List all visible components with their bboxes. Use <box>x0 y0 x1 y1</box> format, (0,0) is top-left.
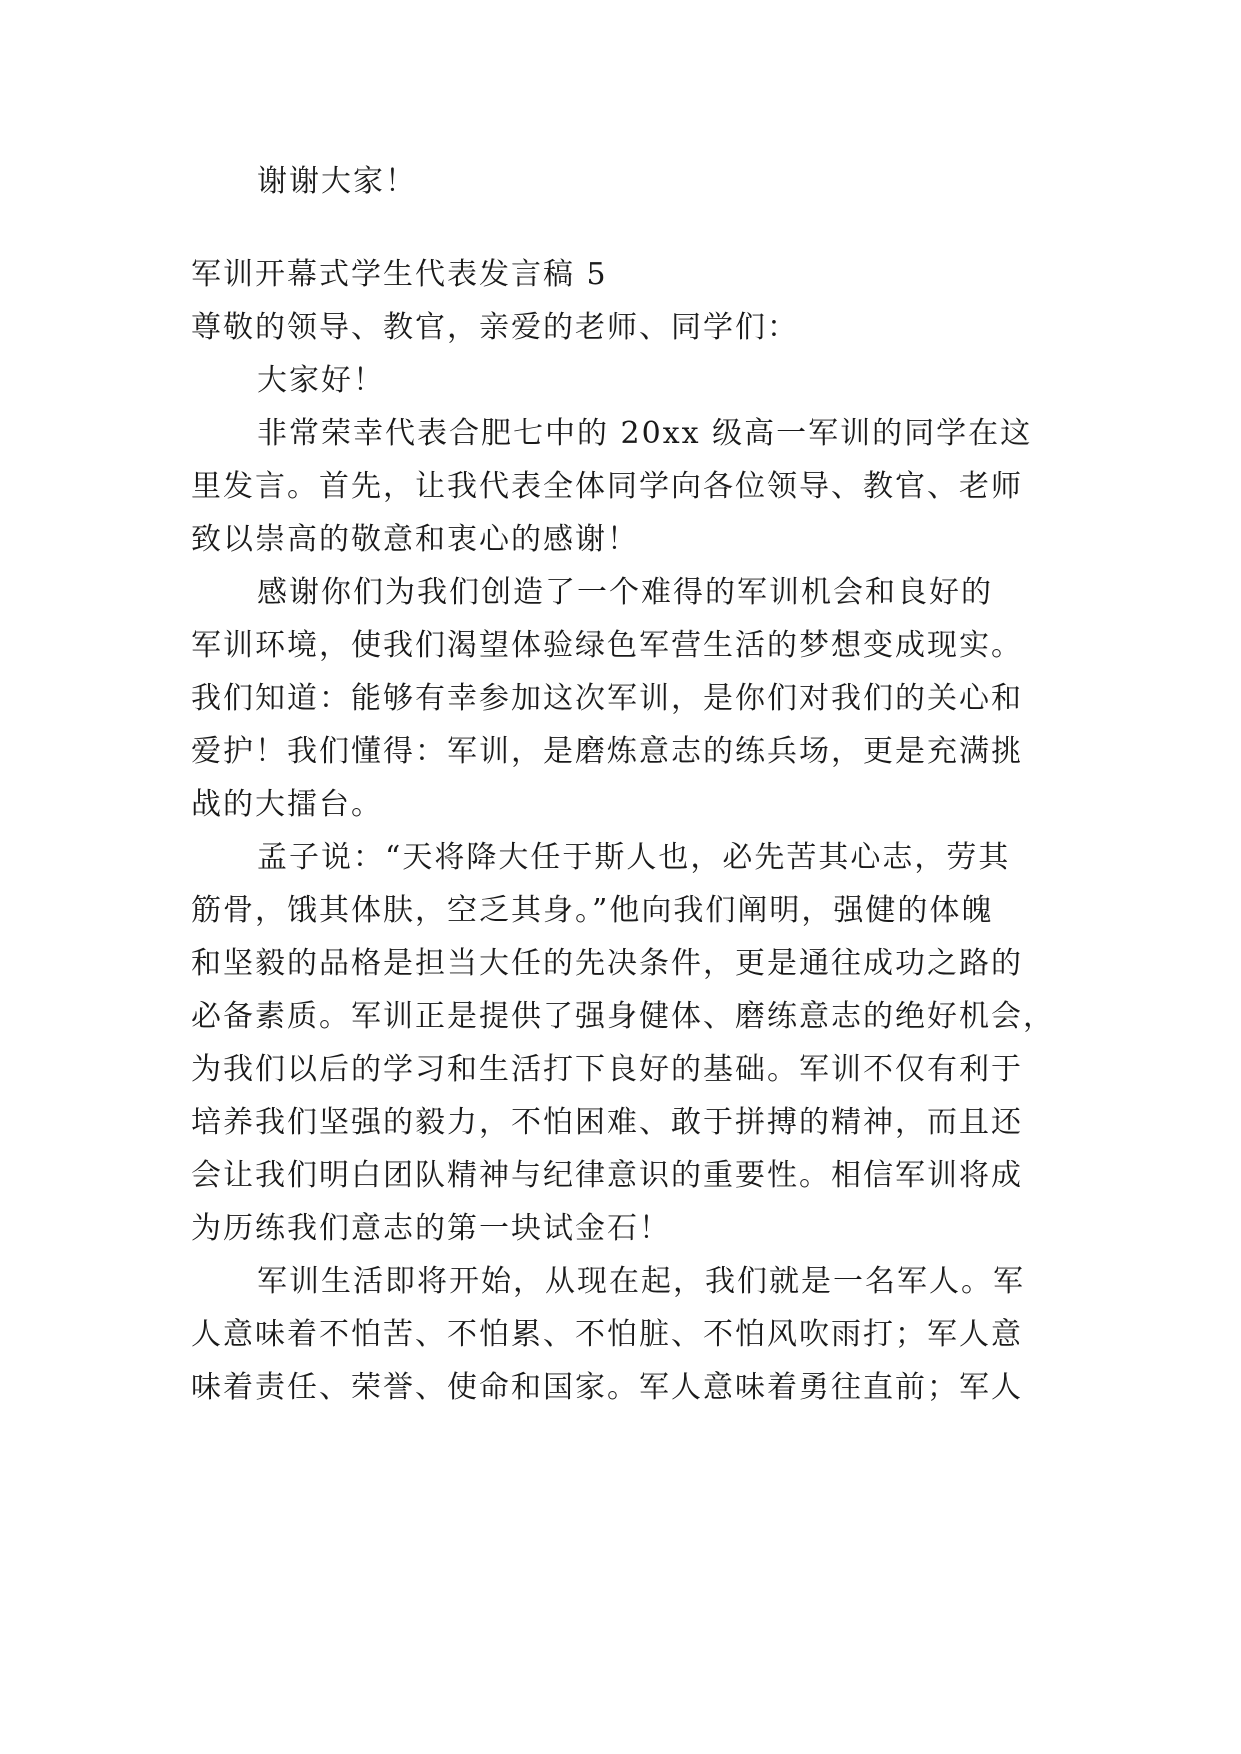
paragraph-3-line-3: 和坚毅的品格是担当大任的先决条件，更是通往成功之路的 <box>191 946 1023 981</box>
paragraph-2-line-2: 军训环境，使我们渴望体验绿色军营生活的梦想变成现实。 <box>191 628 1023 663</box>
salutation-line: 尊敬的领导、教官，亲爱的老师、同学们： <box>191 310 799 345</box>
paragraph-1-line-2: 里发言。首先，让我代表全体同学向各位领导、教官、老师 <box>191 469 1023 504</box>
paragraph-2-line-4: 爱护！我们懂得：军训，是磨炼意志的练兵场，更是充满挑 <box>191 734 1023 769</box>
paragraph-2-line-5: 战的大擂台。 <box>191 787 383 822</box>
paragraph-4-line-2: 人意味着不怕苦、不怕累、不怕脏、不怕风吹雨打；军人意 <box>191 1317 1023 1352</box>
paragraph-2-line-1: 感谢你们为我们创造了一个难得的军训机会和良好的 <box>257 575 993 610</box>
closing-line: 谢谢大家！ <box>257 164 417 199</box>
paragraph-3-line-2: 筋骨，饿其体肤，空乏其身。”他向我们阐明，强健的体魄 <box>191 893 994 928</box>
paragraph-3-line-8: 为历练我们意志的第一块试金石！ <box>191 1211 671 1246</box>
greeting-line: 大家好！ <box>257 363 385 398</box>
paragraph-3-line-6: 培养我们坚强的毅力，不怕困难、敢于拼搏的精神，而且还 <box>191 1105 1023 1140</box>
paragraph-3-line-5: 为我们以后的学习和生活打下良好的基础。军训不仅有利于 <box>191 1052 1023 1087</box>
paragraph-3-line-7: 会让我们明白团队精神与纪律意识的重要性。相信军训将成 <box>191 1158 1023 1193</box>
paragraph-3-line-4: 必备素质。军训正是提供了强身健体、磨练意志的绝好机会， <box>191 999 1055 1034</box>
paragraph-4-line-1: 军训生活即将开始，从现在起，我们就是一名军人。军 <box>257 1264 1025 1299</box>
document-title: 军训开幕式学生代表发言稿 5 <box>191 257 608 292</box>
paragraph-2-line-3: 我们知道：能够有幸参加这次军训，是你们对我们的关心和 <box>191 681 1023 716</box>
paragraph-1-line-3: 致以崇高的敬意和衷心的感谢！ <box>191 522 639 557</box>
paragraph-3-line-1: 孟子说：“天将降大任于斯人也，必先苦其心志，劳其 <box>257 840 1011 875</box>
paragraph-1-line-1: 非常荣幸代表合肥七中的 20xx 级高一军训的同学在这 <box>257 416 1033 451</box>
paragraph-4-line-3: 味着责任、荣誉、使命和国家。军人意味着勇往直前；军人 <box>191 1370 1023 1405</box>
